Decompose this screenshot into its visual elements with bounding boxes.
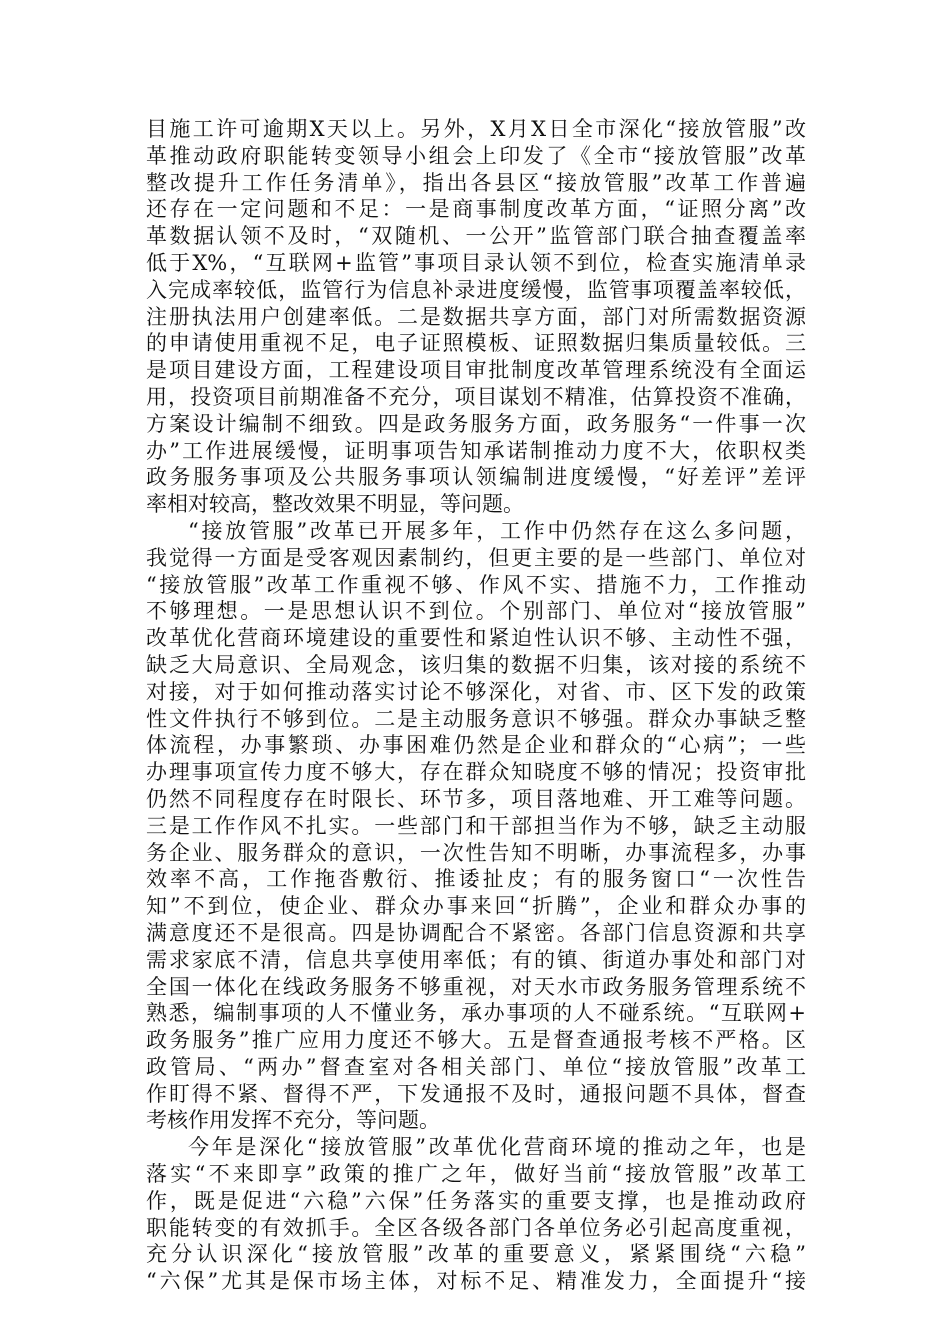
text-line: 注册执法用户创建率低。二是数据共享方面，部门对所需数据资源 <box>146 304 806 329</box>
text-line: 改革优化营商环境建设的重要性和紧迫性认识不够、主动性不强， <box>146 626 806 651</box>
text-line: “接放管服”改革已开展多年，工作中仍然存在这么多问题， <box>188 518 806 543</box>
text-line: 三是工作作风不扎实。一些部门和干部担当作为不够，缺乏主动服 <box>146 813 806 838</box>
text-line: 效率不高，工作拖沓敷衍、推诿扯皮；有的服务窗口“一次性告 <box>146 867 806 892</box>
text-line: 作，既是促进“六稳”六保”任务落实的重要支撑，也是推动政府 <box>146 1188 806 1213</box>
text-line: 低于X%，“互联网+监管”事项目录认领不到位，检查实施清单录 <box>146 250 806 275</box>
text-line: 目施工许可逾期X天以上。另外，X月X日全市深化“接放管服”改 <box>146 117 806 141</box>
text-line: 革推动政府职能转变领导小组会上印发了《全市“接放管服”改革 <box>146 143 806 168</box>
paragraph <box>146 518 806 1134</box>
paragraph <box>146 1134 806 1295</box>
text-line: 政管局、“两办”督查室对各相关部门、单位“接放管服”改革工 <box>146 1054 806 1079</box>
text-line: 务企业、服务群众的意识，一次性告知不明晰，办事流程多，办事 <box>146 840 806 865</box>
text-line: 是项目建设方面，工程建设项目审批制度改革管理系统没有全面运 <box>146 358 806 383</box>
text-line: 知”不到位，使企业、群众办事来回“折腾”，企业和群众办事的 <box>146 894 806 919</box>
text-line: 革数据认领不及时，“双随机、一公开”监管部门联合抽查覆盖率 <box>146 224 806 249</box>
document-body <box>146 116 806 1295</box>
text-line: 率相对较高，整改效果不明显，等问题。 <box>146 492 524 517</box>
text-line: 办”工作进展缓慢，证明事项告知承诺制推动力度不大，依职权类 <box>146 438 806 463</box>
text-line: 充分认识深化“接放管服”改革的重要意义，紧紧围绕“六稳” <box>146 1242 806 1267</box>
text-line: 今年是深化“接放管服”改革优化营商环境的推动之年，也是 <box>188 1135 806 1160</box>
paragraph <box>146 116 806 518</box>
text-line: 缺乏大局意识、全局观念，该归集的数据不归集，该对接的系统不 <box>146 652 806 677</box>
text-line: “接放管服”改革工作重视不够、作风不实、措施不力，工作推动 <box>146 572 806 597</box>
text-line: 方案设计编制不细致。四是政务服务方面，政务服务“一件事一次 <box>146 411 806 436</box>
text-line: 用，投资项目前期准备不充分，项目谋划不精准，估算投资不准确， <box>146 384 806 409</box>
text-line: 满意度还不是很高。四是协调配合不紧密。各部门信息资源和共享 <box>146 920 806 945</box>
text-line: 落实“不来即享”政策的推广之年，做好当前“接放管服”改革工 <box>146 1162 806 1187</box>
text-line: 考核作用发挥不充分，等问题。 <box>146 1108 440 1133</box>
text-line: 作盯得不紧、督得不严，下发通报不及时，通报问题不具体，督查 <box>146 1081 806 1106</box>
text-line: “六保”尤其是保市场主体，对标不足、精准发力，全面提升“接 <box>146 1269 806 1294</box>
text-line: 办理事项宣传力度不够大，存在群众知晓度不够的情况；投资审批 <box>146 760 806 785</box>
text-line: 全国一体化在线政务服务不够重视，对天水市政务服务管理系统不 <box>146 974 806 999</box>
text-line: 对接，对于如何推动落实讨论不够深化，对省、市、区下发的政策 <box>146 679 806 704</box>
text-line: 政务服务事项及公共服务事项认领编制进度缓慢，“好差评”差评 <box>146 465 806 490</box>
text-line: 整改提升工作任务清单》，指出各县区“接放管服”改革工作普遍 <box>146 170 806 195</box>
text-line: 需求家底不清，信息共享使用率低；有的镇、街道办事处和部门对 <box>146 947 806 972</box>
text-line: 政务服务”推广应用力度还不够大。五是督查通报考核不严格。区 <box>146 1028 806 1053</box>
text-line: 仍然不同程度存在时限长、环节多，项目落地难、开工难等问题。 <box>146 786 806 811</box>
text-line: 性文件执行不够到位。二是主动服务意识不够强。群众办事缺乏整 <box>146 706 806 731</box>
text-line: 不够理想。一是思想认识不到位。个别部门、单位对“接放管服” <box>146 599 806 624</box>
text-line: 我觉得一方面是受客观因素制约，但更主要的是一些部门、单位对 <box>146 545 806 570</box>
text-line: 的申请使用重视不足，电子证照模板、证照数据归集质量较低。三 <box>146 331 806 356</box>
text-line: 入完成率较低，监管行为信息补录进度缓慢，监管事项覆盖率较低， <box>146 277 806 302</box>
text-line: 职能转变的有效抓手。全区各级各部门各单位务必引起高度重视， <box>146 1215 806 1240</box>
text-line: 还存在一定问题和不足：一是商事制度改革方面，“证照分离”改 <box>146 197 806 222</box>
text-line: 熟悉，编制事项的人不懂业务，承办事项的人不碰系统。“互联网+ <box>146 1001 806 1026</box>
text-line: 体流程，办事繁琐、办事困难仍然是企业和群众的“心病”；一些 <box>146 733 806 758</box>
